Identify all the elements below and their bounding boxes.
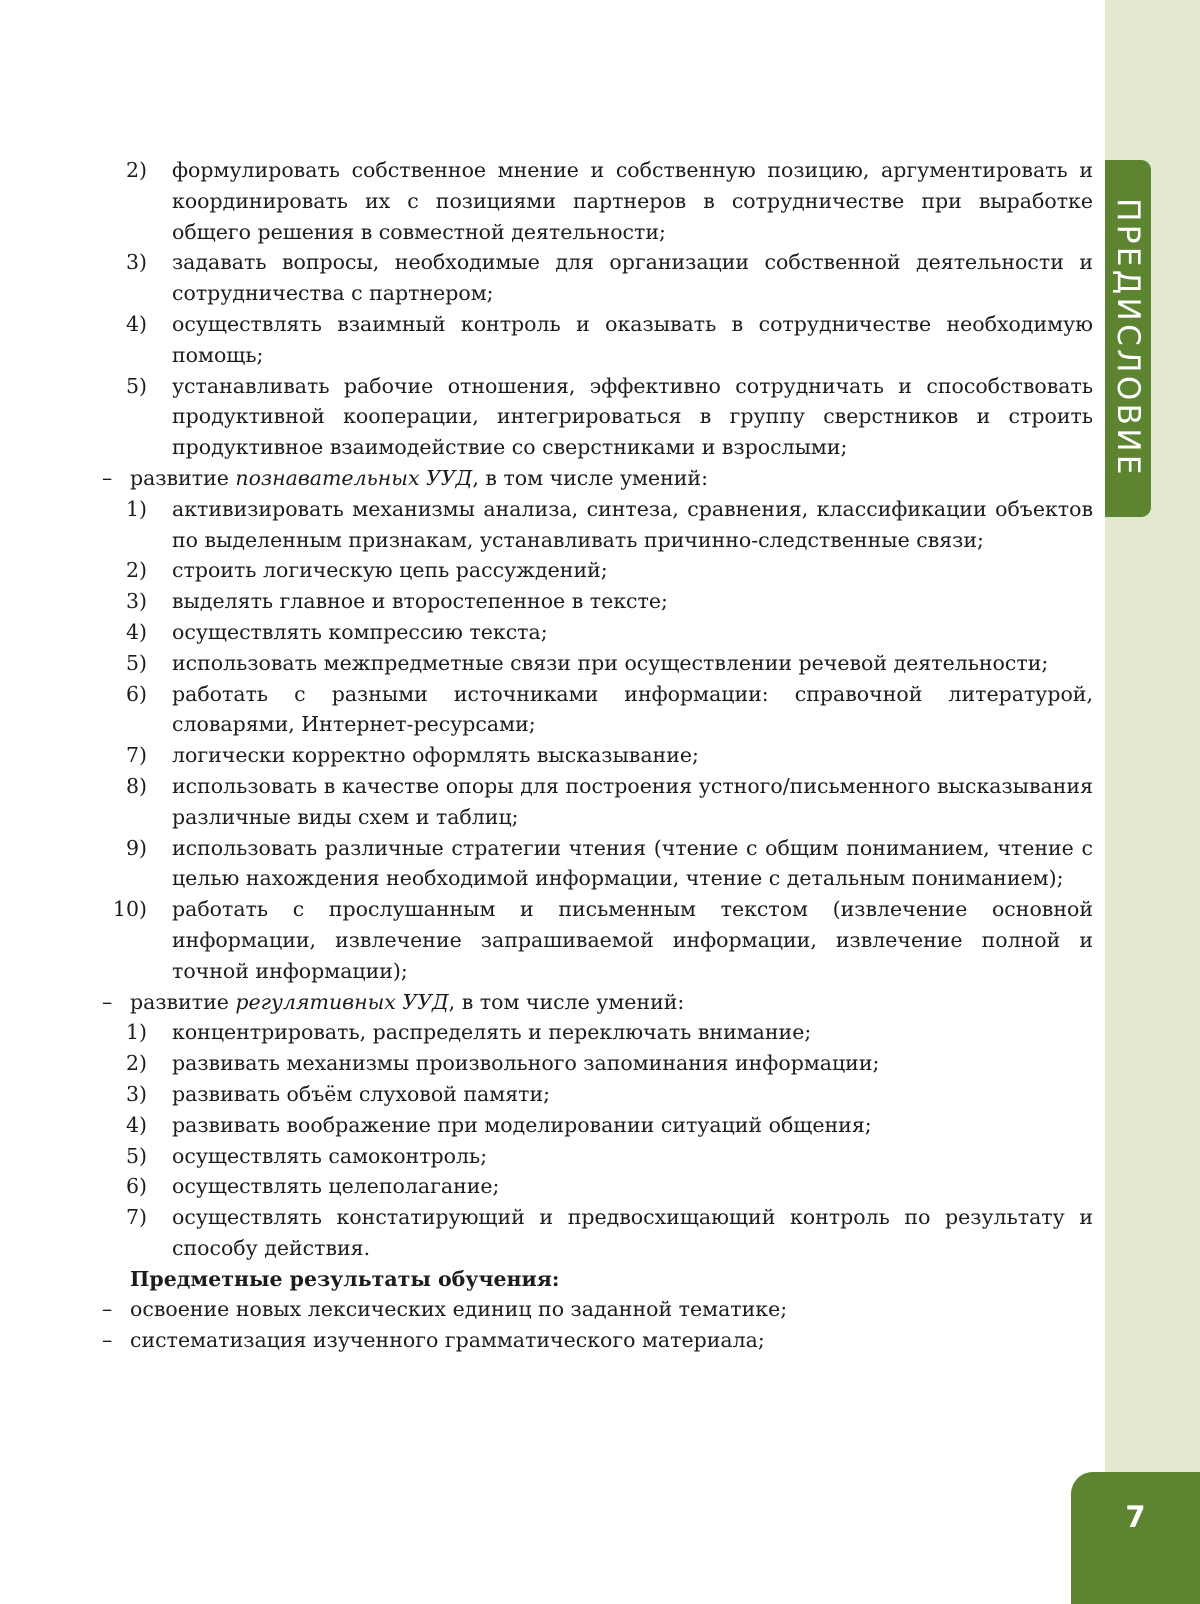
item-text: работать с разными источниками информации: справочной литературой, словарями, Интернет-ресурсами; (172, 681, 1093, 737)
numbered-list-item (125, 1017, 1093, 1048)
list-number: 3) (125, 589, 147, 614)
list-number: 3) (125, 250, 147, 275)
item-text: , в том числе умений: (472, 465, 708, 490)
item-text: формулировать собственное мнение и собственную позицию, аргументировать и координировать их с позициями партнеров в сотрудничестве при выработке общего решения в совместной деятельности; (172, 158, 1093, 244)
list-number: 4) (125, 1112, 147, 1137)
list-number: 5) (125, 650, 147, 675)
numbered-list-item (125, 586, 1093, 617)
section-title: ПРЕДИСЛОВИЕ (1110, 198, 1146, 478)
numbered-list-item (125, 247, 1093, 309)
numbered-list-item (125, 555, 1093, 586)
item-emphasis: регулятивных УУД (235, 989, 449, 1014)
item-text: осуществлять взаимный контроль и оказывать в сотрудничестве необходимую помощь; (172, 311, 1093, 367)
item-text: строить логическую цепь рассуждений; (172, 558, 608, 583)
list-number: 7) (125, 1205, 147, 1230)
page-body (0, 155, 1200, 1356)
numbered-list-item (125, 833, 1093, 895)
numbered-list-item (125, 1079, 1093, 1110)
item-text: осуществлять самоконтроль; (172, 1143, 488, 1168)
numbered-list-item (125, 1110, 1093, 1141)
list-number: 3) (125, 1081, 147, 1106)
item-text: задавать вопросы, необходимые для организации собственной деятельности и сотрудничества с партнером; (172, 250, 1093, 306)
item-text: развивать воображение при моделировании ситуаций общения; (172, 1112, 872, 1137)
list-number: 5) (125, 373, 147, 398)
list-number: 2) (125, 158, 147, 182)
item-text: логически корректно оформлять высказывание; (172, 743, 699, 768)
item-text: использовать в качестве опоры для построения устного/письменного высказывания различные виды схем и таблиц; (172, 773, 1093, 829)
item-text: использовать межпредметные связи при осуществлении речевой деятельности; (172, 650, 1049, 675)
numbered-list-item (125, 1202, 1093, 1264)
item-text: выделять главное и второстепенное в тексте; (172, 589, 668, 614)
item-text: активизировать механизмы анализа, синтеза, сравнения, классификации объектов по выделенным признакам, устанавливать причинно-следственные связи; (172, 496, 1093, 552)
item-text: развитие (130, 989, 236, 1014)
list-number: 10) (112, 897, 147, 922)
numbered-list-item (125, 155, 1093, 247)
numbered-list-item (125, 679, 1093, 741)
list-number: 2) (125, 558, 147, 583)
item-text: развитие (130, 465, 236, 490)
item-text: устанавливать рабочие отношения, эффективно сотрудничать и способствовать продуктивной кооперации, интегрироваться в группу сверстников и строить продуктивное взаимодействие со сверстниками и взрослыми; (172, 373, 1093, 460)
item-text: осуществлять целеполагание; (172, 1174, 500, 1199)
numbered-list-item (125, 1048, 1093, 1079)
list-number: 1) (125, 496, 147, 521)
list-number: 6) (125, 1174, 147, 1199)
numbered-list-item (125, 371, 1093, 463)
dash-list-item (102, 463, 1093, 494)
dash-list-item (102, 987, 1093, 1018)
item-text: использовать различные стратегии чтения (чтение с общим пониманием, чтение с целью нахождения необходимой информации, чтение с детальным пониманием); (172, 835, 1093, 891)
item-text: развивать механизмы произвольного запоминания информации; (172, 1051, 880, 1076)
list-number: 1) (125, 1020, 147, 1045)
item-text: осуществлять компрессию текста; (172, 619, 548, 644)
item-emphasis: познавательных УУД (235, 465, 473, 490)
page-number: 7 (1125, 1500, 1146, 1534)
item-text: работать с прослушанным и письменным текстом (извлечение основной информации, извлечение запрашиваемой информации, извлечение полной и точной информации); (172, 897, 1093, 983)
section-heading: Предметные результаты обучения: (130, 1266, 560, 1291)
numbered-list-item (125, 309, 1093, 371)
numbered-list-item (125, 771, 1093, 833)
list-number: 5) (125, 1143, 147, 1168)
list-marker: – (102, 1297, 113, 1322)
list-number: 7) (125, 743, 147, 768)
dash-list-item (102, 1325, 1093, 1356)
list-number: 4) (125, 311, 147, 336)
numbered-list-item (112, 894, 1093, 986)
item-text: развивать объём слуховой памяти; (172, 1081, 551, 1106)
numbered-list-item (125, 740, 1093, 771)
dash-list-item (102, 1294, 1093, 1325)
numbered-list-item (125, 1171, 1093, 1202)
list-number: 6) (125, 681, 147, 706)
list-number: 8) (125, 773, 147, 798)
item-text: осуществлять констатирующий и предвосхищающий контроль по результату и способу действия. (172, 1205, 1093, 1260)
item-text: освоение новых лексических единиц по заданной тематике; (130, 1297, 788, 1322)
list-marker: – (102, 465, 113, 490)
numbered-list-item (125, 494, 1093, 556)
item-text: концентрировать, распределять и переключать внимание; (172, 1020, 812, 1045)
list-number: 4) (125, 619, 147, 644)
list-number: 2) (125, 1051, 147, 1076)
item-text: систематизация изученного грамматического материала; (130, 1328, 765, 1353)
numbered-list-item (125, 617, 1093, 648)
page-number-box (1071, 1472, 1200, 1604)
item-text: , в том числе умений: (448, 989, 685, 1014)
list-number: 9) (125, 835, 147, 860)
numbered-list-item (125, 1141, 1093, 1172)
list-marker: – (102, 989, 113, 1014)
numbered-list-item (125, 648, 1093, 679)
list-marker: – (102, 1328, 113, 1353)
